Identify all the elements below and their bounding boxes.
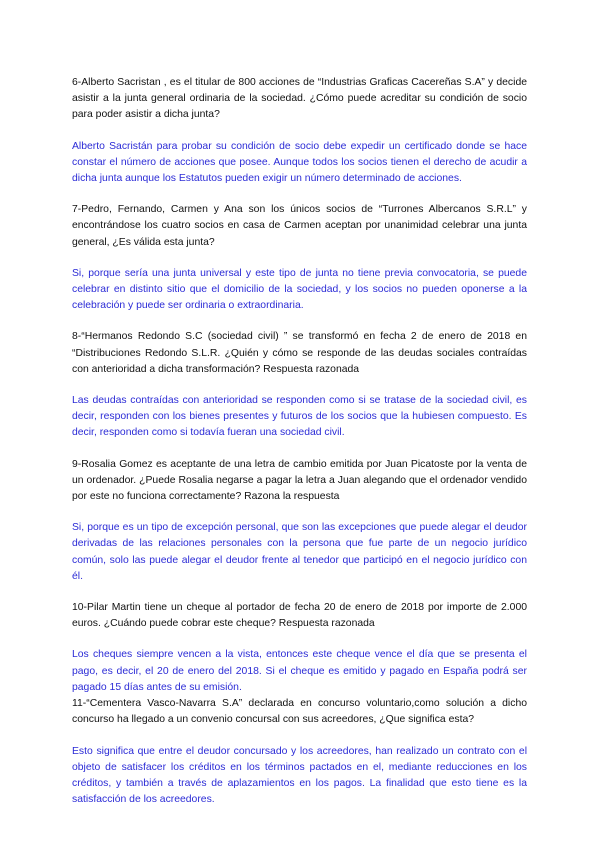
answer-8: Las deudas contraídas con anterioridad se responden como si se tratase de la sociedad civil, es decir, responden con los bienes presentes y futuros de los socios que la hubiesen compuesto. Es decir, responden como si todavía fueran una sociedad civil. [72, 395, 527, 439]
answer-7: Si, porque sería una junta universal y este tipo de junta no tiene previa convocatoria, se puede celebrar en distinto sitio que el domicilio de la sociedad, y los socios no pueden oponerse a la celebración y puede ser ordinaria o extraordinaria. [72, 267, 527, 312]
question-10: 10-Pilar Martin tiene un cheque al portador de fecha 20 de enero de 2018 por importe de 2.000 euros. ¿Cuándo puede cobrar este cheque? Respuesta razonada [72, 602, 527, 630]
answer-9: Si, porque es un tipo de excepción personal, que son las excepciones que puede alegar el deudor derivadas de las relaciones personales con la persona que fue parte de un negocio jurídico común, solo las puede alegar el deudor frente al tenedor que participó en el negocio jurídico con él. [72, 522, 527, 582]
question-8: 8-“Hermanos Redondo S.C (sociedad civil) ” se transformó en fecha 2 de enero de 2018 en “Distribuciones Redondo S.L.R. ¿Quién y cómo se responde de las deudas sociales contraídas con anterioridad a dicha transformación? Respuesta razonada [72, 331, 527, 375]
question-6: 6-Alberto Sacristan , es el titular de 800 acciones de “Industrias Graficas Cacereñas S.A” y decide asistir a la junta general ordinaria de la sociedad. ¿Cómo puede acreditar su condición de socio para poder asistir a dicha junta? [72, 77, 527, 121]
answer-6: Alberto Sacristán para probar su condición de socio debe expedir un certificado donde se hace constar el número de acciones que posee. Aunque todos los socios tienen el derecho de acudir a dicha junta aunque los Estatutos pueden exigir un número determinado de acciones. [72, 140, 527, 185]
question-11: 11-“Cementera Vasco-Navarra S.A” declarada en concurso voluntario,como solución a dicho concurso ha llegado a un convenio concursal con sus acreedores, ¿Que significa esta? [72, 698, 527, 726]
document-content [72, 75, 527, 823]
question-7: 7-Pedro, Fernando, Carmen y Ana son los únicos socios de “Turrones Albercanos S.R.L” y encontrándose los cuatro socios en casa de Carmen aceptan por unanimidad celebrar una junta general, ¿Es válida esta junta? [72, 204, 527, 248]
question-9: 9-Rosalia Gomez es aceptante de una letra de cambio emitida por Juan Picatoste por la venta de un ordenador. ¿Puede Rosalia negarse a pagar la letra a Juan alegando que el ordenador vendido por este no funciona correctamente? Razona la respuesta [72, 458, 527, 503]
answer-11: Esto significa que entre el deudor concursado y los acreedores, han realizado un contrato con el objeto de satisfacer los créditos en los términos pactados en el, mediante reducciones en los créditos, y también a través de aplazamientos en los pagos. La finalidad que esto tiene es la satisfacción de los acreedores. [72, 745, 527, 806]
answer-10: Los cheques siempre vencen a la vista, entonces este cheque vence el día que se presenta el pago, es decir, el 20 de enero del 2018. Si el cheque es emitido y pagado en España podrá ser pagado 15 días antes de su emisión. [72, 649, 527, 693]
